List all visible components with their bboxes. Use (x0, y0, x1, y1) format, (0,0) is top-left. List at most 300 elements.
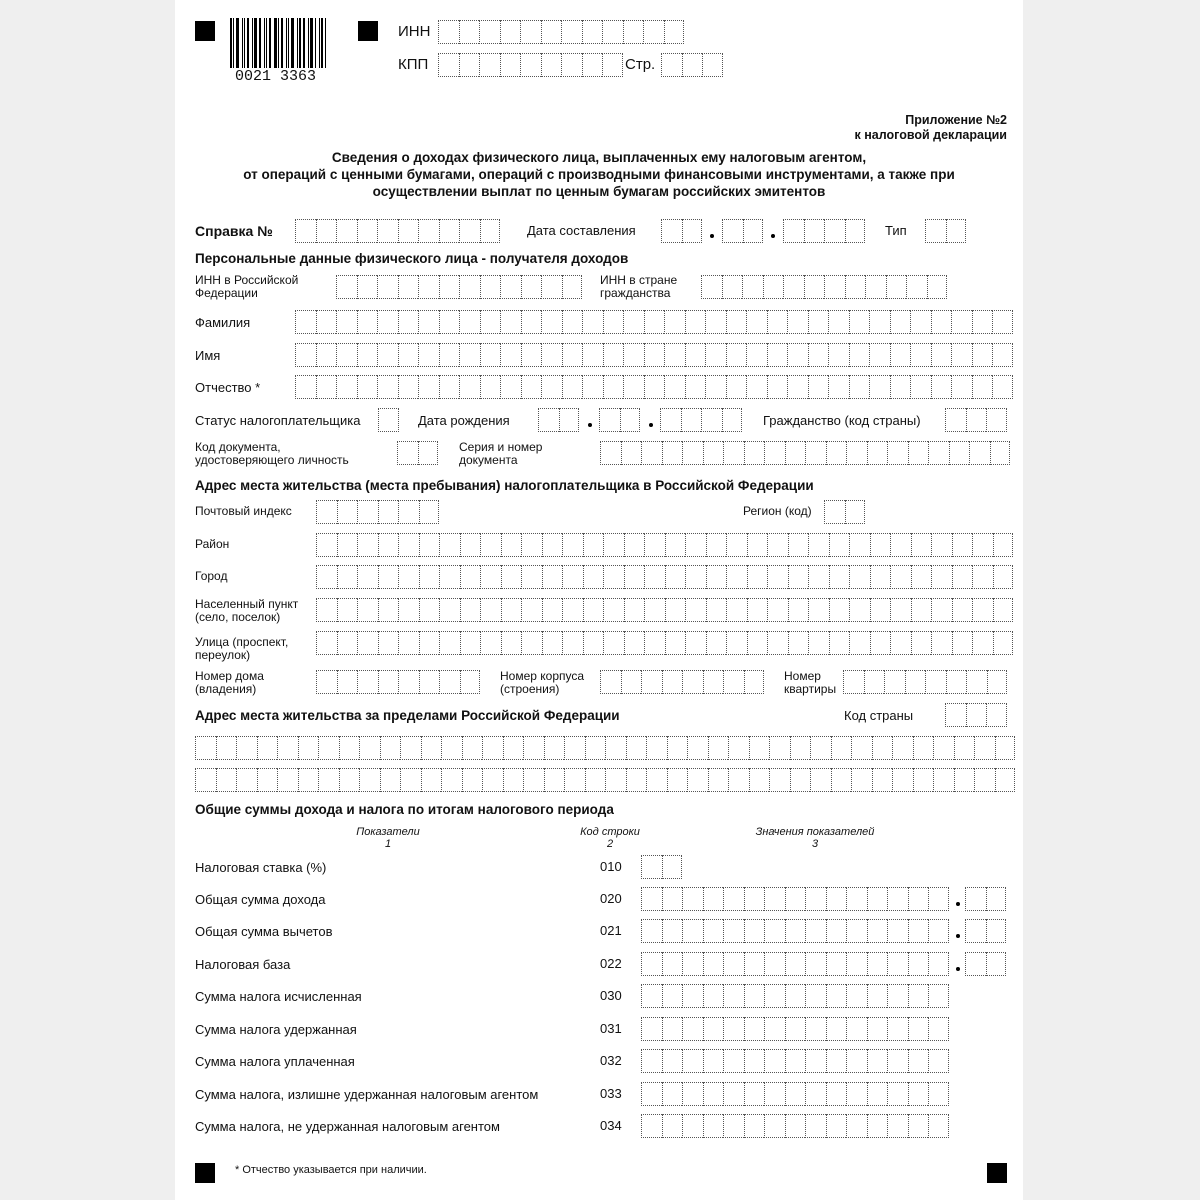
char-cell[interactable] (257, 736, 278, 760)
char-cell[interactable] (662, 1082, 683, 1106)
char-cell[interactable] (867, 1049, 888, 1073)
char-cell[interactable] (870, 598, 891, 622)
char-cell[interactable] (703, 441, 724, 465)
char-cell[interactable] (905, 670, 926, 694)
char-cell[interactable] (681, 408, 702, 432)
char-cell[interactable] (641, 1017, 662, 1041)
char-cell[interactable] (911, 598, 932, 622)
char-cell[interactable] (660, 408, 681, 432)
char-cell[interactable] (460, 670, 481, 694)
char-cell[interactable] (398, 670, 419, 694)
char-cell[interactable] (544, 736, 565, 760)
char-cell[interactable] (316, 375, 337, 399)
char-cell[interactable] (764, 1082, 785, 1106)
char-cell[interactable] (723, 441, 744, 465)
char-cell[interactable] (845, 500, 866, 524)
char-cell[interactable] (726, 343, 747, 367)
char-cell[interactable] (336, 219, 357, 243)
char-cell[interactable] (928, 887, 949, 911)
char-cell[interactable] (337, 533, 358, 557)
char-cell[interactable] (723, 984, 744, 1008)
char-cell[interactable] (747, 565, 768, 589)
char-cell[interactable] (644, 631, 665, 655)
inn-rf-field[interactable] (336, 275, 582, 299)
char-cell[interactable] (746, 310, 767, 334)
char-cell[interactable] (542, 533, 563, 557)
char-cell[interactable] (521, 598, 542, 622)
char-cell[interactable] (867, 1114, 888, 1138)
char-cell[interactable] (846, 1082, 867, 1106)
char-cell[interactable] (357, 343, 378, 367)
char-cell[interactable] (808, 310, 829, 334)
char-cell[interactable] (377, 275, 398, 299)
char-cell[interactable] (562, 565, 583, 589)
char-cell[interactable] (726, 533, 747, 557)
kpp-field[interactable] (438, 53, 623, 77)
char-cell[interactable] (685, 375, 706, 399)
char-cell[interactable] (378, 598, 399, 622)
char-cell[interactable] (742, 275, 763, 299)
totals-row-value-field[interactable] (641, 984, 949, 1008)
char-cell[interactable] (887, 1017, 908, 1041)
char-cell[interactable] (479, 53, 500, 77)
char-cell[interactable] (986, 887, 1007, 911)
char-cell[interactable] (398, 500, 419, 524)
char-cell[interactable] (706, 533, 727, 557)
char-cell[interactable] (826, 1049, 847, 1073)
char-cell[interactable] (831, 736, 852, 760)
char-cell[interactable] (702, 53, 723, 77)
char-cell[interactable] (749, 768, 770, 792)
char-cell[interactable] (480, 598, 501, 622)
char-cell[interactable] (397, 441, 418, 465)
char-cell[interactable] (667, 736, 688, 760)
char-cell[interactable] (886, 275, 907, 299)
char-cell[interactable] (828, 375, 849, 399)
char-cell[interactable] (726, 598, 747, 622)
char-cell[interactable] (500, 310, 521, 334)
char-cell[interactable] (438, 20, 459, 44)
char-cell[interactable] (661, 53, 682, 77)
char-cell[interactable] (398, 598, 419, 622)
char-cell[interactable] (743, 219, 764, 243)
char-cell[interactable] (665, 631, 686, 655)
char-cell[interactable] (298, 768, 319, 792)
char-cell[interactable] (945, 703, 966, 727)
char-cell[interactable] (969, 441, 990, 465)
char-cell[interactable] (890, 310, 911, 334)
char-cell[interactable] (501, 598, 522, 622)
char-cell[interactable] (767, 375, 788, 399)
char-cell[interactable] (664, 375, 685, 399)
char-cell[interactable] (662, 1114, 683, 1138)
char-cell[interactable] (682, 952, 703, 976)
char-cell[interactable] (849, 631, 870, 655)
char-cell[interactable] (316, 533, 337, 557)
char-cell[interactable] (747, 533, 768, 557)
char-cell[interactable] (418, 343, 439, 367)
char-cell[interactable] (723, 952, 744, 976)
char-cell[interactable] (316, 343, 337, 367)
char-cell[interactable] (644, 375, 665, 399)
char-cell[interactable] (788, 631, 809, 655)
char-cell[interactable] (662, 984, 683, 1008)
char-cell[interactable] (400, 736, 421, 760)
char-cell[interactable] (744, 1082, 765, 1106)
char-cell[interactable] (623, 310, 644, 334)
char-cell[interactable] (602, 20, 623, 44)
char-cell[interactable] (646, 768, 667, 792)
char-cell[interactable] (723, 1082, 744, 1106)
char-cell[interactable] (744, 887, 765, 911)
char-cell[interactable] (846, 984, 867, 1008)
char-cell[interactable] (749, 736, 770, 760)
char-cell[interactable] (726, 631, 747, 655)
char-cell[interactable] (542, 598, 563, 622)
char-cell[interactable] (890, 375, 911, 399)
char-cell[interactable] (701, 408, 722, 432)
char-cell[interactable] (705, 375, 726, 399)
char-cell[interactable] (521, 375, 542, 399)
char-cell[interactable] (987, 670, 1008, 694)
date-day-field[interactable] (661, 219, 702, 243)
char-cell[interactable] (624, 598, 645, 622)
char-cell[interactable] (439, 219, 460, 243)
char-cell[interactable] (966, 703, 987, 727)
char-cell[interactable] (500, 275, 521, 299)
char-cell[interactable] (931, 310, 952, 334)
char-cell[interactable] (790, 768, 811, 792)
char-cell[interactable] (763, 275, 784, 299)
char-cell[interactable] (682, 441, 703, 465)
char-cell[interactable] (620, 408, 641, 432)
char-cell[interactable] (621, 441, 642, 465)
char-cell[interactable] (867, 919, 888, 943)
char-cell[interactable] (641, 1082, 662, 1106)
char-cell[interactable] (767, 598, 788, 622)
char-cell[interactable] (460, 598, 481, 622)
char-cell[interactable] (377, 375, 398, 399)
char-cell[interactable] (685, 310, 706, 334)
char-cell[interactable] (808, 375, 829, 399)
name-field[interactable] (295, 343, 1013, 367)
char-cell[interactable] (662, 952, 683, 976)
city-field[interactable] (316, 565, 1013, 589)
district-field[interactable] (316, 533, 1013, 557)
char-cell[interactable] (890, 533, 911, 557)
char-cell[interactable] (480, 275, 501, 299)
char-cell[interactable] (378, 408, 399, 432)
char-cell[interactable] (316, 219, 337, 243)
char-cell[interactable] (946, 219, 967, 243)
char-cell[interactable] (746, 343, 767, 367)
char-cell[interactable] (585, 768, 606, 792)
char-cell[interactable] (582, 53, 603, 77)
char-cell[interactable] (337, 670, 358, 694)
char-cell[interactable] (685, 598, 706, 622)
char-cell[interactable] (316, 500, 337, 524)
char-cell[interactable] (785, 952, 806, 976)
char-cell[interactable] (641, 1114, 662, 1138)
char-cell[interactable] (277, 768, 298, 792)
char-cell[interactable] (744, 1017, 765, 1041)
char-cell[interactable] (952, 631, 973, 655)
char-cell[interactable] (764, 441, 785, 465)
char-cell[interactable] (892, 768, 913, 792)
char-cell[interactable] (952, 565, 973, 589)
char-cell[interactable] (829, 533, 850, 557)
char-cell[interactable] (744, 1114, 765, 1138)
char-cell[interactable] (336, 343, 357, 367)
char-cell[interactable] (788, 598, 809, 622)
char-cell[interactable] (870, 565, 891, 589)
char-cell[interactable] (764, 887, 785, 911)
char-cell[interactable] (992, 310, 1013, 334)
char-cell[interactable] (441, 736, 462, 760)
char-cell[interactable] (682, 1114, 703, 1138)
char-cell[interactable] (928, 1049, 949, 1073)
char-cell[interactable] (728, 768, 749, 792)
char-cell[interactable] (337, 598, 358, 622)
char-cell[interactable] (216, 736, 237, 760)
char-cell[interactable] (521, 631, 542, 655)
char-cell[interactable] (541, 310, 562, 334)
char-cell[interactable] (216, 768, 237, 792)
char-cell[interactable] (585, 736, 606, 760)
char-cell[interactable] (439, 310, 460, 334)
char-cell[interactable] (439, 565, 460, 589)
char-cell[interactable] (357, 375, 378, 399)
char-cell[interactable] (805, 919, 826, 943)
char-cell[interactable] (990, 441, 1011, 465)
char-cell[interactable] (804, 219, 825, 243)
char-cell[interactable] (908, 1114, 929, 1138)
birth-month-field[interactable] (599, 408, 640, 432)
char-cell[interactable] (641, 855, 662, 879)
char-cell[interactable] (582, 343, 603, 367)
char-cell[interactable] (419, 565, 440, 589)
char-cell[interactable] (706, 631, 727, 655)
char-cell[interactable] (583, 565, 604, 589)
char-cell[interactable] (687, 768, 708, 792)
char-cell[interactable] (377, 343, 398, 367)
char-cell[interactable] (562, 275, 583, 299)
char-cell[interactable] (910, 343, 931, 367)
char-cell[interactable] (723, 1114, 744, 1138)
char-cell[interactable] (561, 20, 582, 44)
char-cell[interactable] (662, 1017, 683, 1041)
char-cell[interactable] (419, 598, 440, 622)
char-cell[interactable] (869, 310, 890, 334)
char-cell[interactable] (890, 343, 911, 367)
char-cell[interactable] (378, 565, 399, 589)
country-code-field[interactable] (945, 703, 1007, 727)
char-cell[interactable] (867, 441, 888, 465)
char-cell[interactable] (867, 952, 888, 976)
char-cell[interactable] (966, 408, 987, 432)
certificate-number-field[interactable] (295, 219, 500, 243)
char-cell[interactable] (662, 1049, 683, 1073)
char-cell[interactable] (523, 736, 544, 760)
char-cell[interactable] (764, 1049, 785, 1073)
char-cell[interactable] (357, 219, 378, 243)
char-cell[interactable] (986, 952, 1007, 976)
char-cell[interactable] (603, 598, 624, 622)
char-cell[interactable] (925, 670, 946, 694)
char-cell[interactable] (931, 375, 952, 399)
char-cell[interactable] (849, 343, 870, 367)
char-cell[interactable] (482, 736, 503, 760)
doc-series-field[interactable] (600, 441, 1010, 465)
char-cell[interactable] (644, 565, 665, 589)
char-cell[interactable] (482, 768, 503, 792)
char-cell[interactable] (605, 768, 626, 792)
char-cell[interactable] (870, 533, 891, 557)
char-cell[interactable] (808, 631, 829, 655)
char-cell[interactable] (541, 53, 562, 77)
char-cell[interactable] (501, 631, 522, 655)
char-cell[interactable] (377, 310, 398, 334)
char-cell[interactable] (851, 736, 872, 760)
char-cell[interactable] (744, 984, 765, 1008)
char-cell[interactable] (336, 275, 357, 299)
char-cell[interactable] (911, 631, 932, 655)
char-cell[interactable] (398, 533, 419, 557)
char-cell[interactable] (805, 1082, 826, 1106)
char-cell[interactable] (603, 565, 624, 589)
char-cell[interactable] (767, 310, 788, 334)
char-cell[interactable] (644, 310, 665, 334)
char-cell[interactable] (337, 565, 358, 589)
char-cell[interactable] (682, 53, 703, 77)
char-cell[interactable] (703, 1114, 724, 1138)
char-cell[interactable] (995, 736, 1016, 760)
char-cell[interactable] (708, 736, 729, 760)
char-cell[interactable] (336, 310, 357, 334)
char-cell[interactable] (298, 736, 319, 760)
char-cell[interactable] (337, 631, 358, 655)
char-cell[interactable] (682, 984, 703, 1008)
date-month-field[interactable] (722, 219, 763, 243)
char-cell[interactable] (603, 631, 624, 655)
char-cell[interactable] (624, 533, 645, 557)
char-cell[interactable] (624, 631, 645, 655)
char-cell[interactable] (421, 736, 442, 760)
char-cell[interactable] (908, 441, 929, 465)
char-cell[interactable] (339, 736, 360, 760)
char-cell[interactable] (439, 533, 460, 557)
char-cell[interactable] (849, 533, 870, 557)
char-cell[interactable] (662, 670, 683, 694)
char-cell[interactable] (380, 736, 401, 760)
char-cell[interactable] (542, 631, 563, 655)
char-cell[interactable] (605, 736, 626, 760)
char-cell[interactable] (480, 310, 501, 334)
postal-code-field[interactable] (316, 500, 439, 524)
char-cell[interactable] (626, 736, 647, 760)
char-cell[interactable] (541, 275, 562, 299)
char-cell[interactable] (538, 408, 559, 432)
foreign-address-line-1[interactable] (195, 736, 1015, 760)
char-cell[interactable] (701, 275, 722, 299)
char-cell[interactable] (603, 343, 624, 367)
char-cell[interactable] (846, 887, 867, 911)
char-cell[interactable] (867, 984, 888, 1008)
char-cell[interactable] (783, 219, 804, 243)
char-cell[interactable] (744, 952, 765, 976)
char-cell[interactable] (398, 219, 419, 243)
char-cell[interactable] (972, 631, 993, 655)
char-cell[interactable] (419, 670, 440, 694)
char-cell[interactable] (845, 275, 866, 299)
char-cell[interactable] (908, 887, 929, 911)
status-field[interactable] (378, 408, 399, 432)
char-cell[interactable] (500, 53, 521, 77)
char-cell[interactable] (928, 984, 949, 1008)
char-cell[interactable] (805, 984, 826, 1008)
char-cell[interactable] (764, 1114, 785, 1138)
char-cell[interactable] (583, 598, 604, 622)
char-cell[interactable] (418, 219, 439, 243)
char-cell[interactable] (641, 952, 662, 976)
char-cell[interactable] (521, 310, 542, 334)
char-cell[interactable] (805, 952, 826, 976)
char-cell[interactable] (195, 736, 216, 760)
char-cell[interactable] (380, 768, 401, 792)
char-cell[interactable] (357, 670, 378, 694)
date-year-field[interactable] (783, 219, 865, 243)
char-cell[interactable] (908, 1017, 929, 1041)
char-cell[interactable] (884, 670, 905, 694)
char-cell[interactable] (685, 343, 706, 367)
char-cell[interactable] (851, 768, 872, 792)
totals-row-value-field[interactable] (641, 1017, 949, 1041)
char-cell[interactable] (849, 565, 870, 589)
char-cell[interactable] (805, 1049, 826, 1073)
char-cell[interactable] (357, 500, 378, 524)
char-cell[interactable] (398, 275, 419, 299)
char-cell[interactable] (501, 565, 522, 589)
totals-row-value-field[interactable] (641, 1082, 949, 1106)
char-cell[interactable] (808, 533, 829, 557)
char-cell[interactable] (972, 533, 993, 557)
char-cell[interactable] (767, 343, 788, 367)
char-cell[interactable] (972, 343, 993, 367)
char-cell[interactable] (541, 20, 562, 44)
char-cell[interactable] (665, 565, 686, 589)
char-cell[interactable] (826, 952, 847, 976)
char-cell[interactable] (783, 275, 804, 299)
char-cell[interactable] (316, 631, 337, 655)
char-cell[interactable] (644, 533, 665, 557)
char-cell[interactable] (257, 768, 278, 792)
char-cell[interactable] (687, 736, 708, 760)
char-cell[interactable] (747, 598, 768, 622)
char-cell[interactable] (682, 1017, 703, 1041)
apartment-field[interactable] (843, 670, 1007, 694)
char-cell[interactable] (521, 565, 542, 589)
char-cell[interactable] (459, 310, 480, 334)
char-cell[interactable] (910, 375, 931, 399)
char-cell[interactable] (966, 670, 987, 694)
char-cell[interactable] (826, 887, 847, 911)
char-cell[interactable] (965, 919, 986, 943)
page-number-field[interactable] (661, 53, 723, 77)
char-cell[interactable] (480, 565, 501, 589)
char-cell[interactable] (843, 670, 864, 694)
char-cell[interactable] (911, 533, 932, 557)
char-cell[interactable] (787, 310, 808, 334)
